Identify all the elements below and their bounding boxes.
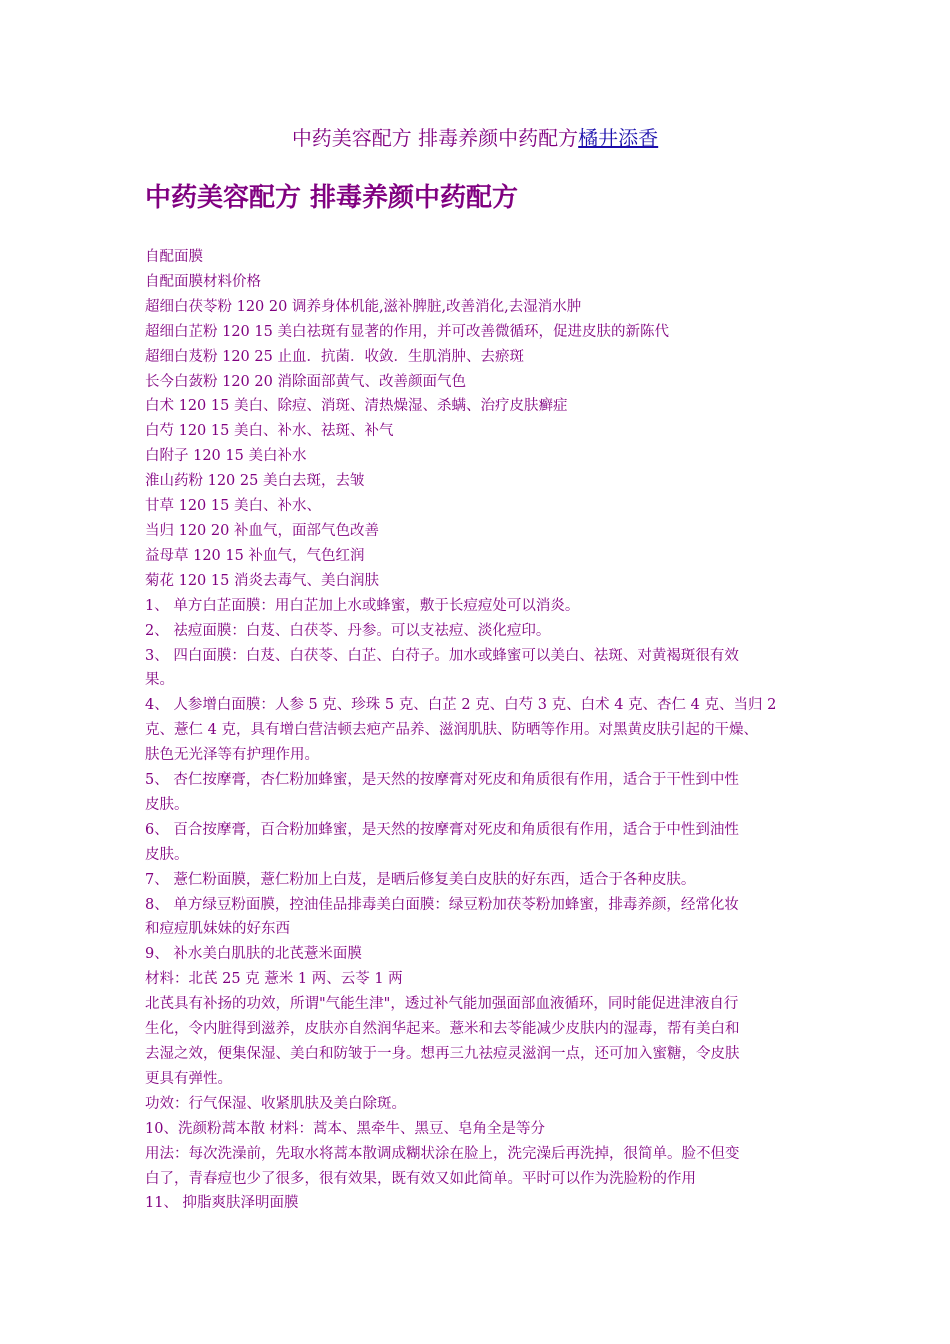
text-line: 3、 四白面膜：白芨、白茯苓、白芷、白苻子。加水或蜂蜜可以美白、祛斑、对黄褐斑很有效 <box>145 647 739 664</box>
text-line: 用法：每次洗澡前，先取水将蒿本散调成糊状涂在脸上，洗完澡后再洗掉，很简单。脸不但变 <box>145 1145 740 1162</box>
document-header <box>0 124 950 152</box>
header-title-text: 中药美容配方 排毒养颜中药配方 <box>291 126 579 150</box>
page-title: 中药美容配方 排毒养颜中药配方 <box>145 183 519 213</box>
text-line: 更具有弹性。 <box>145 1070 232 1087</box>
text-line: 6、 百合按摩膏，百合粉加蜂蜜，是天然的按摩膏对死皮和角质很有作用，适合于中性到油性 <box>145 821 739 838</box>
text-line: 超细白茯苓粉 120 20 调养身体机能,滋补脾脏,改善消化,去湿消水肿 <box>145 298 582 315</box>
text-line: 皮肤。 <box>145 846 189 863</box>
text-line: 白芍 120 15 美白、补水、祛斑、补气 <box>145 423 394 440</box>
text-line: 和痘痘肌妹妹的好东西 <box>145 921 290 938</box>
text-line: 北芪具有补扬的功效，所谓"气能生津"，透过补气能加强面部血液循环，同时能促进津液自行 <box>145 996 739 1013</box>
text-line: 4、 人参增白面膜：人参 5 克、珍珠 5 克、白芷 2 克、白芍 3 克、白术 4 克、杏仁 4 克、当归 2 <box>145 697 777 714</box>
text-line: 11、 抑脂爽肤泽明面膜 <box>145 1195 299 1212</box>
text-line: 去湿之效，便集保湿、美白和防皱于一身。想再三九祛痘灵滋润一点，还可加入蜜糖，令皮肤 <box>145 1046 740 1062</box>
text-line: 8、 单方绿豆粉面膜，控油佳品排毒美白面膜：绿豆粉加茯苓粉加蜂蜜，排毒养颜，经常化妆 <box>145 896 739 913</box>
text-line: 肤色无光泽等有护理作用。 <box>145 747 319 764</box>
text-line: 当归 120 20 补血气，面部气色改善 <box>145 522 379 539</box>
text-line: 功效：行气保湿、收紧肌肤及美白除斑。 <box>145 1095 406 1112</box>
text-line: 白附子 120 15 美白补水 <box>145 448 307 465</box>
text-line: 自配面膜 <box>145 249 203 265</box>
text-line: 生化，令内脏得到滋养，皮肤亦自然润华起来。薏米和去苓能减少皮肤内的湿毒，帮有美白和 <box>145 1021 740 1038</box>
text-line: 超细白芨粉 120 25 止血．抗菌．收敛．生肌消肿、去瘀斑 <box>145 348 524 365</box>
text-line: 材料：北芪 25 克 薏米 1 两、云苓 1 两 <box>145 971 403 988</box>
text-line: 克、薏仁 4 克，具有增白营洁顿去疤产品养、滋润肌肤、防晒等作用。对黑黄皮肤引起的干燥、 <box>145 722 758 739</box>
text-line: 5、 杏仁按摩膏，杏仁粉加蜂蜜，是天然的按摩膏对死皮和角质很有作用，适合于干性到中性 <box>145 772 739 789</box>
text-line: 菊花 120 15 消炎去毒气、美白润肤 <box>145 572 379 589</box>
text-line: 甘草 120 15 美白、补水、 <box>145 498 321 515</box>
header-title-link[interactable]: 橘井添香 <box>578 126 659 150</box>
text-line: 淮山药粉 120 25 美白去斑，去皱 <box>145 473 365 490</box>
text-line: 益母草 120 15 补血气，气色红润 <box>145 547 365 564</box>
text-line: 长今白蔹粉 120 20 消除面部黄气、改善颜面气色 <box>145 373 466 390</box>
text-line: 皮肤。 <box>145 796 189 813</box>
text-line: 10、洗颜粉蒿本散 材料：蒿本、黑牵牛、黑豆、皂角全是等分 <box>145 1120 546 1137</box>
text-line: 超细白芷粉 120 15 美白祛斑有显著的作用，并可改善微循环，促进皮肤的新陈代 <box>145 323 669 340</box>
text-line: 1、 单方白芷面膜：用白芷加上水或蜂蜜，敷于长痘痘处可以消炎。 <box>145 597 580 614</box>
text-line: 7、 薏仁粉面膜，薏仁粉加上白芨，是晒后修复美白皮肤的好东西，适合于各种皮肤。 <box>145 871 696 888</box>
text-line: 果。 <box>145 672 174 689</box>
text-line: 自配面膜材料价格 <box>145 273 261 290</box>
document-body <box>145 245 825 1216</box>
text-line: 2、 祛痘面膜：白芨、白茯苓、丹参。可以支祛痘、淡化痘印。 <box>145 622 551 639</box>
text-line: 白术 120 15 美白、除痘、消斑、清热燥湿、杀螨、治疗皮肤癣症 <box>145 398 568 415</box>
text-line: 白了，青春痘也少了很多，很有效果，既有效又如此简单。平时可以作为洗脸粉的作用 <box>145 1170 696 1187</box>
text-line: 9、 补水美白肌肤的北芪薏米面膜 <box>145 946 362 963</box>
